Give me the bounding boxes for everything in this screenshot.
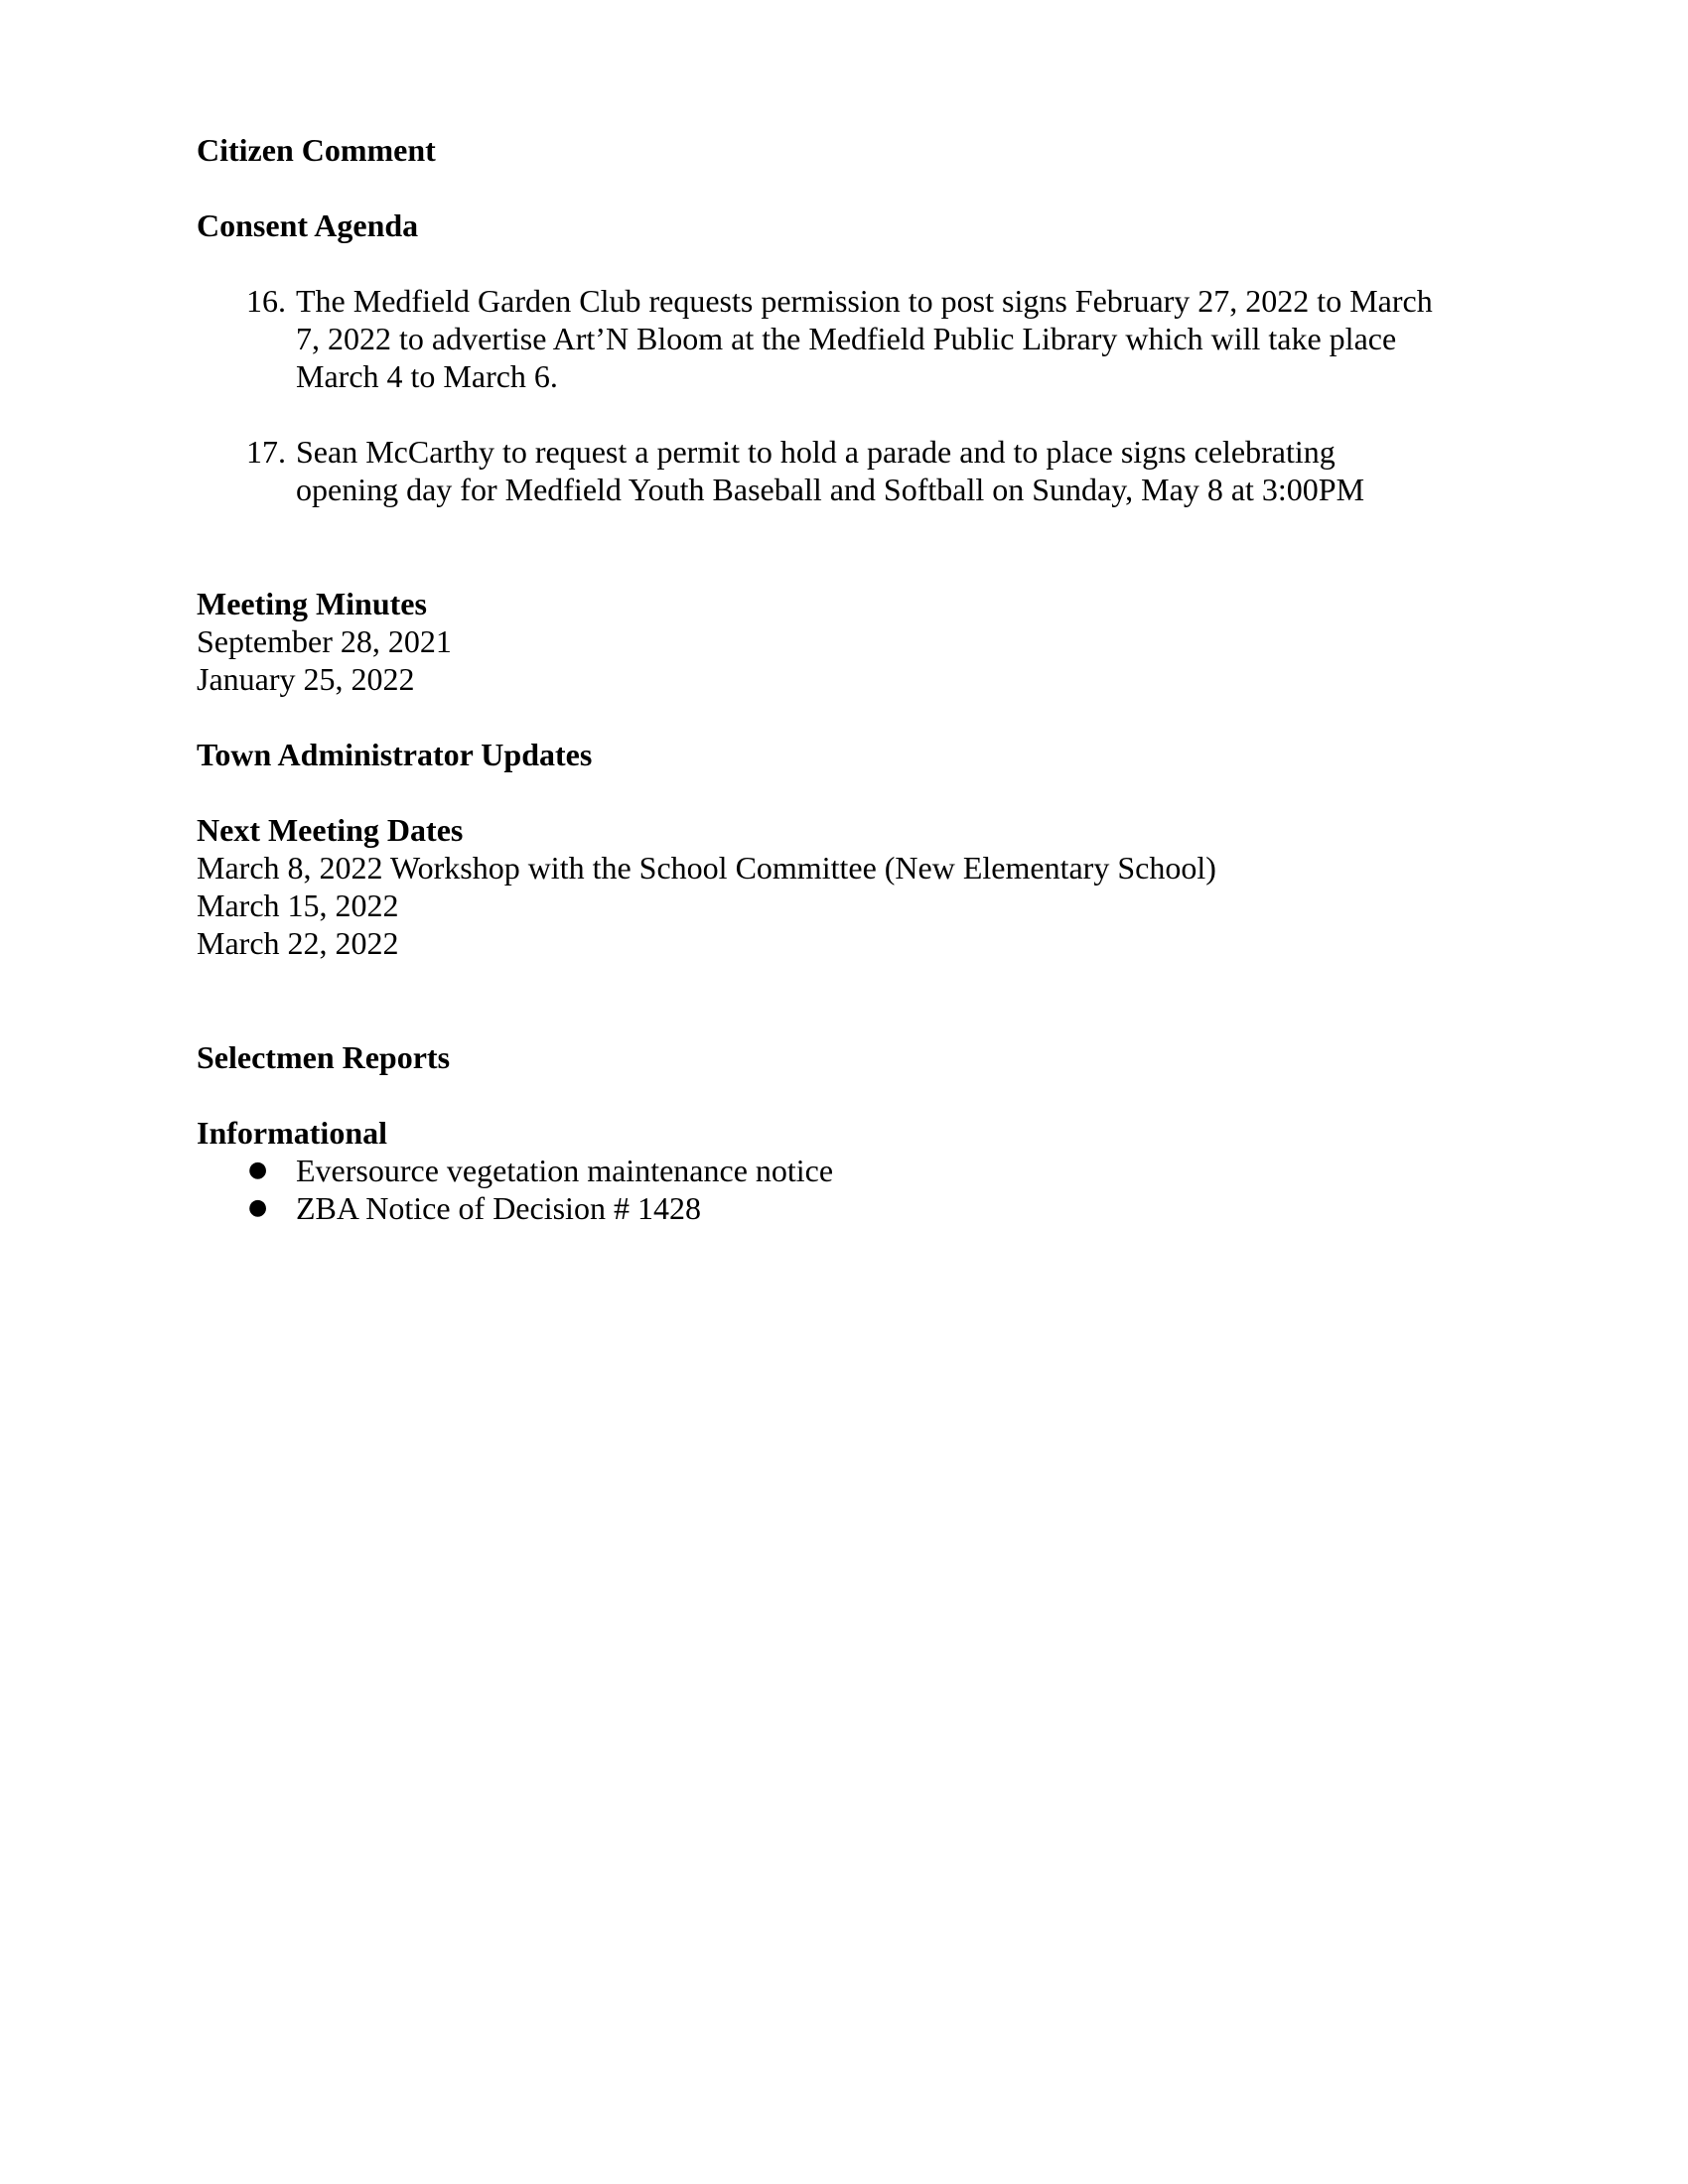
next-meeting-dates-heading: Next Meeting Dates	[197, 812, 464, 848]
informational-heading: Informational	[197, 1115, 387, 1151]
item-number: 17.	[246, 434, 286, 470]
consent-agenda-heading: Consent Agenda	[197, 207, 419, 243]
list-item-text: Eversource vegetation maintenance notice	[296, 1153, 834, 1188]
list-item-text: ZBA Notice of Decision # 1428	[296, 1190, 701, 1226]
next-meeting-date: March 15, 2022	[197, 887, 399, 923]
meeting-minutes-date: January 25, 2022	[197, 661, 415, 697]
bullet-icon: ●	[248, 1195, 268, 1220]
item-text	[296, 282, 1487, 395]
bullet-icon: ●	[248, 1158, 268, 1182]
item-text-line: opening day for Medfield Youth Baseball and Softball on Sunday, May 8 at 3:00PM	[296, 472, 1365, 507]
meeting-minutes-heading: Meeting Minutes	[197, 586, 427, 621]
item-text	[296, 433, 1487, 508]
item-number: 16.	[246, 283, 286, 319]
meeting-minutes-date: September 28, 2021	[197, 623, 452, 659]
item-text-line: March 4 to March 6.	[296, 358, 558, 394]
item-text-line: Sean McCarthy to request a permit to hold a parade and to place signs celebrating	[296, 434, 1336, 470]
item-text-line: 7, 2022 to advertise Art’N Bloom at the Medfield Public Library which will take place	[296, 321, 1397, 356]
citizen-comment-heading: Citizen Comment	[197, 132, 436, 168]
item-text-line: The Medfield Garden Club requests permission to post signs February 27, 2022 to March	[296, 283, 1433, 319]
town-administrator-updates-heading: Town Administrator Updates	[197, 737, 593, 772]
selectmen-reports-heading: Selectmen Reports	[197, 1039, 451, 1075]
next-meeting-date: March 8, 2022 Workshop with the School Committee (New Elementary School)	[197, 850, 1216, 886]
next-meeting-date: March 22, 2022	[197, 925, 399, 961]
